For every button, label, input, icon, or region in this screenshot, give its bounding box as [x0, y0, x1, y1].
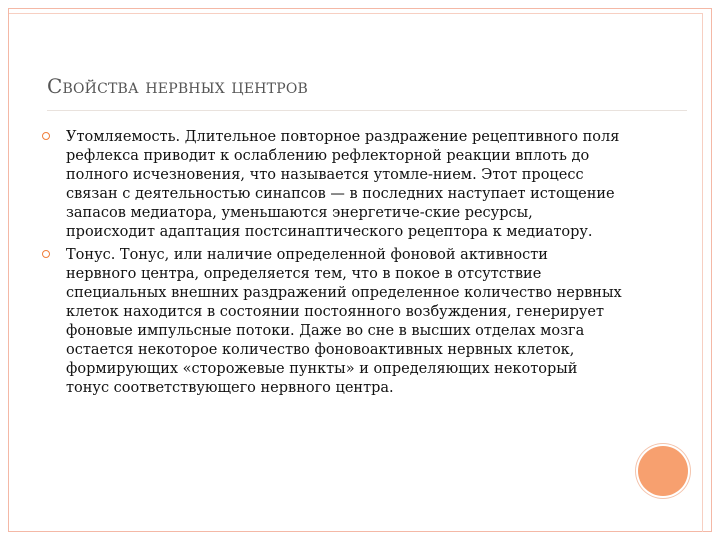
list-item-fatigue: [42, 128, 622, 242]
frame-top-border: [8, 8, 712, 9]
list-item-tonus: [42, 246, 622, 398]
orange-circle-icon: [638, 446, 688, 496]
slide-content: [42, 128, 622, 398]
frame-bottom-border: [8, 531, 712, 532]
list-item-text: Утомляемость. Длительное повторное раздражение рецептивного поля рефлекса приводит к ослаблению рефлекторной реакции вплоть до полного исчезновения, что называется утомле-нием. Этот процесс связан с деятельностью синапсов — в последних наступает истощение запасов медиатора, уменьшаются энергетиче-ские ресурсы, происходит адаптация постсинаптического рецептора к медиатору.: [66, 129, 620, 240]
frame-left-border: [8, 8, 9, 532]
hollow-circle-bullet-icon: [42, 132, 50, 140]
list-item-text: Тонус. Тонус, или наличие определенной фоновой активности нервного центра, определяется тем, что в покое в отсутствие специальных внешних раздражений определенное количество нервных клеток находится в состоянии постоянного возбуждения, генерирует фоновые импульсные потоки. Даже во сне в высших отделах мозга остается некоторое количество фоновоактивных нервных клеток, формирующих «сторожевые пункты» и определяющих некоторый тонус соответствующего нервного центра.: [66, 247, 622, 396]
frame-top-inner-border: [8, 13, 702, 14]
frame-right-inner-border: [702, 13, 703, 532]
frame-right-border: [711, 8, 712, 532]
title-divider: [47, 110, 687, 111]
slide-title: Свойства нервных центров: [47, 74, 308, 98]
hollow-circle-bullet-icon: [42, 250, 50, 258]
